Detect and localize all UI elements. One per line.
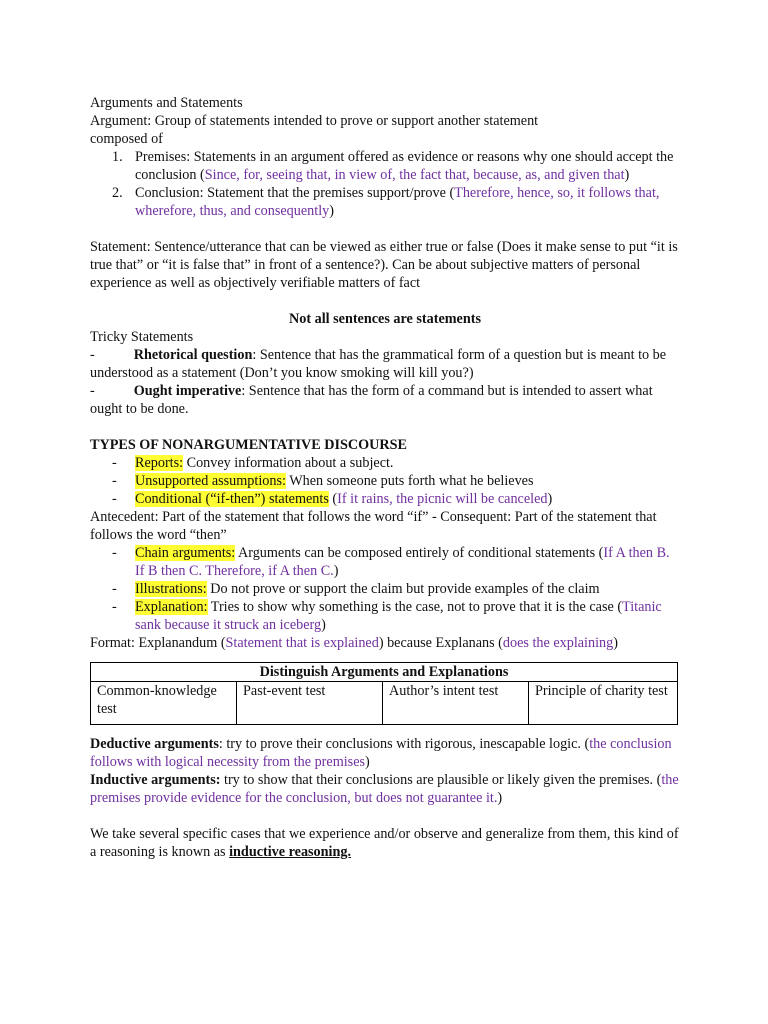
distinguish-table bbox=[90, 662, 678, 725]
table-cell: Principle of charity test bbox=[529, 682, 678, 725]
list-item: - Illustrations: Do not prove or support the claim but provide examples of the claim bbox=[112, 581, 600, 597]
deductive-definition: Deductive arguments: try to prove their conclusions with rigorous, inescapable logic. (the conclusion follows with logical necessity from the premises) bbox=[90, 736, 672, 770]
section-heading: Not all sentences are statements bbox=[288, 311, 481, 327]
antecedent-definition: Antecedent: Part of the statement that follows the word “if” - Consequent: Part of the statement that follows the word “then” bbox=[90, 509, 657, 543]
list-item: - Reports: Convey information about a subject. bbox=[112, 455, 394, 471]
table-header: Distinguish Arguments and Explanations bbox=[91, 663, 678, 682]
format-line: Format: Explanandum (Statement that is explained) because Explanans (does the explaining) bbox=[90, 635, 618, 651]
tricky-item: - Ought imperative: Sentence that has the form of a command but is intended to assert what ought to be done. bbox=[90, 383, 653, 417]
table-cell: Past-event test bbox=[237, 682, 383, 725]
numbered-item: 1. Premises: Statements in an argument offered as evidence or reasons why one should accept the conclusion (Since, for, seeing that, in view of, the fact that, because, as, and given that) bbox=[112, 149, 674, 183]
table-cell: Author’s intent test bbox=[383, 682, 529, 725]
tricky-heading: Tricky Statements bbox=[90, 329, 194, 345]
argument-definition: Argument: Group of statements intended to prove or support another statement bbox=[90, 113, 539, 129]
tricky-item: - Rhetorical question: Sentence that has the grammatical form of a question but is meant to be understood as a statement (Don’t you know smoking will kill you?) bbox=[90, 347, 667, 381]
numbered-item: 2. Conclusion: Statement that the premises support/prove (Therefore, hence, so, it follows that, wherefore, thus, and consequently) bbox=[112, 185, 660, 219]
list-item: - Unsupported assumptions: When someone puts forth what he believes bbox=[112, 473, 534, 489]
table-cell: Common-knowledge test bbox=[91, 682, 237, 725]
closing-paragraph: We take several specific cases that we experience and/or observe and generalize from them, this kind of a reasoning is known as inductive reasoning. bbox=[90, 826, 679, 860]
list-item: - Explanation: Tries to show why something is the case, not to prove that it is the case (Titanic sank because it struck an iceberg) bbox=[112, 599, 662, 633]
types-heading: TYPES OF NONARGUMENTATIVE DISCOURSE bbox=[90, 437, 408, 453]
list-item: - Conditional (“if-then”) statements (If it rains, the picnic will be canceled) bbox=[112, 491, 553, 507]
document-page bbox=[90, 94, 680, 861]
statement-definition: Statement: Sentence/utterance that can be viewed as either true or false (Does it make sense to put “it is true that” or “it is false that” in front of a sentence?). Can be about subjective matters of personal experience as well as objectively verifiable matters of fact bbox=[90, 239, 678, 291]
doc-title: Arguments and Statements bbox=[90, 95, 243, 111]
list-item: - Chain arguments: Arguments can be composed entirely of conditional statements (If A then B. If B then C. Therefore, if A then C.) bbox=[112, 545, 670, 579]
argument-composed: composed of bbox=[90, 131, 163, 147]
inductive-definition: Inductive arguments: try to show that their conclusions are plausible or likely given the premises. (the premises provide evidence for the conclusion, but does not guarantee it.) bbox=[90, 772, 679, 806]
